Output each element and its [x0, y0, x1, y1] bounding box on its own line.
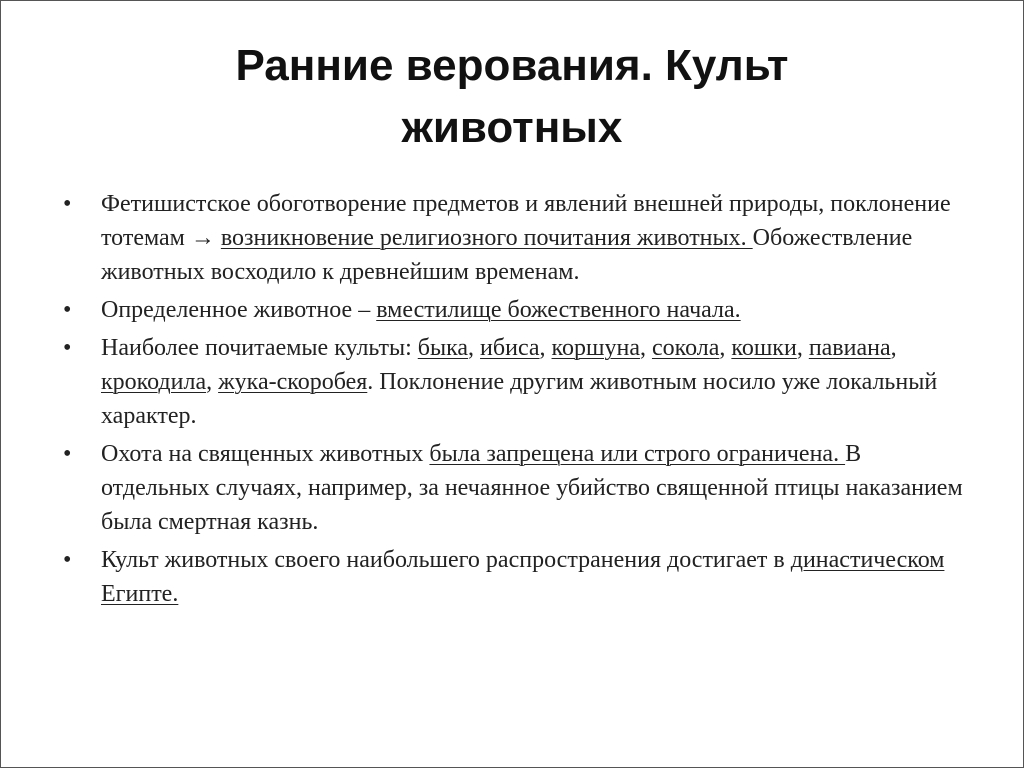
title-line-2: животных — [401, 103, 623, 152]
cult-baboon: павиана — [808, 335, 891, 361]
cult-crocodile: крокодила — [101, 369, 207, 395]
bullet-item — [63, 331, 963, 433]
bullet-item — [63, 437, 963, 539]
cult-cat: кошки — [731, 335, 797, 361]
underlined-phrase: возникновение религиозного почитания животных. — [220, 225, 753, 251]
bullet-icon: • — [63, 441, 72, 467]
bullet-item — [63, 187, 963, 289]
separator: , — [796, 335, 809, 361]
bullet-list — [63, 187, 963, 615]
underlined-phrase: была запрещена или строго ограничена. — [429, 441, 846, 467]
cult-falcon: сокола — [651, 335, 720, 361]
bullet-text: Охота на священных животных — [101, 441, 430, 467]
bullet-icon: • — [63, 297, 72, 323]
bullet-text: Определенное животное – — [101, 297, 377, 323]
separator: , — [890, 335, 897, 361]
bullet-text: Обожествление животных восходило к древнейшим временам. — [101, 225, 913, 285]
bullet-icon: • — [63, 335, 72, 361]
bullet-text: . Поклонение другим животным носило уже локальный характер. — [101, 369, 938, 429]
bullet-text: Культ животных своего наибольшего распространения достигает в — [101, 547, 791, 573]
separator: , — [206, 369, 219, 395]
bullet-text: Наиболее почитаемые культы: — [101, 335, 418, 361]
cult-kite: коршуна — [551, 335, 640, 361]
separator: , — [639, 335, 652, 361]
separator: , — [468, 335, 481, 361]
bullet-icon: • — [63, 191, 72, 217]
separator: , — [719, 335, 732, 361]
cult-bull: быка — [417, 335, 469, 361]
underlined-phrase: династическом Египте. — [101, 547, 945, 607]
cult-scarab: жука-скоробея — [218, 369, 368, 395]
separator: , — [539, 335, 552, 361]
bullet-item — [63, 543, 963, 611]
title-line-1: Ранние верования. Культ — [235, 41, 789, 90]
bullet-icon: • — [63, 547, 72, 573]
cult-ibis: ибиса — [480, 335, 540, 361]
bullet-text: Фетишистское обоготворение предметов и явлений внешней природы, поклонение тотемам → — [101, 191, 951, 251]
bullet-text: В отдельных случаях, например, за нечаянное убийство священной птицы наказанием была смертная казнь. — [101, 441, 963, 535]
slide-title — [1, 35, 1023, 159]
underlined-phrase: вместилище божественного начала. — [376, 297, 741, 323]
bullet-item — [63, 293, 963, 327]
